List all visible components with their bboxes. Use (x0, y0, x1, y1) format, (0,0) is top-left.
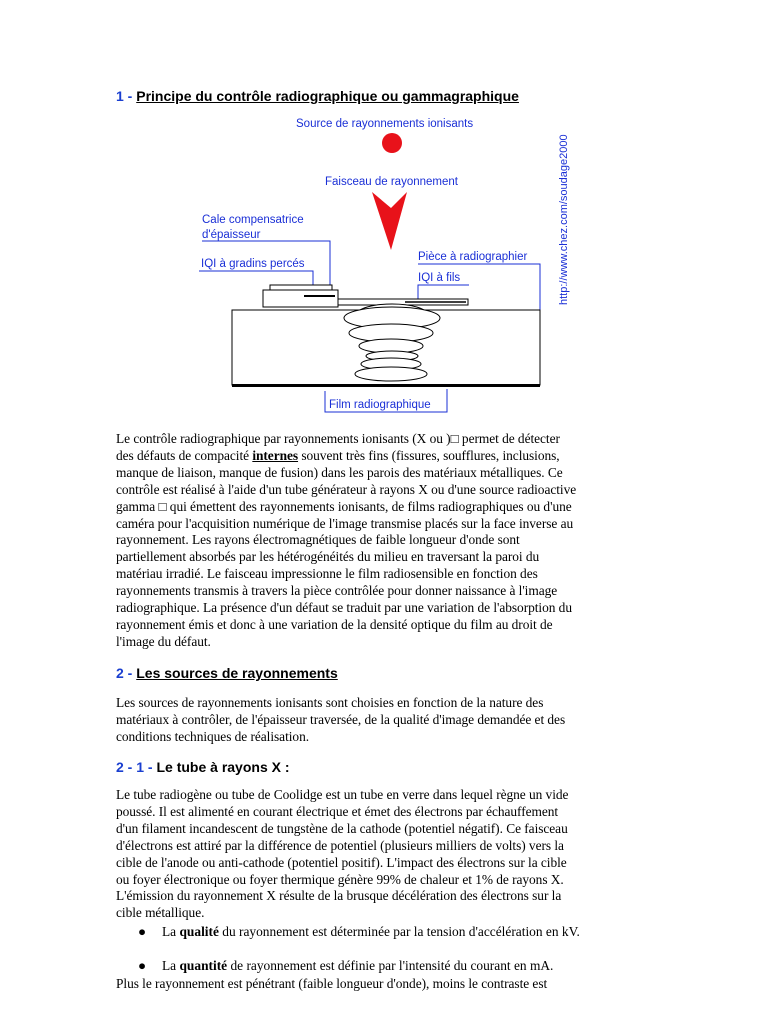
list-item-text: La quantité de rayonnement est définie par l'intensité du courant en mA. (162, 958, 554, 973)
text-line: matériau irradié. Le faisceau impressionne le film radiosensible en fonction des (116, 566, 538, 582)
iqi-fils-label: IQI à fils (418, 272, 461, 284)
text-line: gamma □ qui émettent des rayonnements ionisants, de films radiographiques ou d'une (116, 498, 572, 514)
radiography-diagram (0, 0, 768, 430)
text-line: Les sources de rayonnements ionisants sont choisies en fonction de la nature des (116, 695, 544, 710)
section-title: Les sources de rayonnements (136, 665, 338, 681)
text-line: conditions techniques de réalisation. (116, 728, 310, 744)
source-label: Source de rayonnements ionisants (296, 118, 474, 130)
text-line: Plus le rayonnement est pénétrant (faible longueur d'onde), moins le contraste est (116, 976, 548, 991)
list-item-text: La qualité du rayonnement est déterminée par la tension d'accélération en kV. (162, 924, 580, 939)
piece-label: Pièce à radiographier (418, 251, 528, 263)
text-line: radiographique. La présence d'un défaut se traduit par une variation de l'absorption du (116, 600, 572, 616)
paragraph-principle (116, 431, 656, 651)
cale-label-1: Cale compensatrice (202, 214, 304, 226)
cale-block (263, 290, 338, 307)
text-line: manque de liaison, manque de fusion) dans les parois des matériaux métalliques. Ce (116, 464, 563, 480)
text-line: rayonnement émis et donc à une variation de la densité optique du film au droit de (116, 616, 553, 632)
paragraph-contrast (116, 976, 656, 993)
text-line: poussé. Il est alimenté en courant électrique et émet des électrons par échauffement (116, 803, 559, 819)
text-line: rayonnements transmis à travers la pièce contrôlée pour donner naissance à l'image (116, 583, 558, 599)
text-line: contrôle est réalisé à l'aide d'un tube générateur à rayons X ou d'une source radioactive (116, 481, 577, 497)
iqi-gradins-shape (270, 285, 332, 290)
bullet-icon: ● (138, 958, 147, 973)
text-line: d'électrons est attiré par la différence de potentiel (plusieurs milliers de volts) vers la (116, 837, 564, 853)
text-line: d'un filament incandescent de tungstène de la cathode (potentiel négatif). Ce faisceau (116, 820, 568, 836)
film-label: Film radiographique (329, 399, 431, 411)
emphasis-internes: internes (252, 447, 299, 463)
section-title: Principe du contrôle radiographique ou gammagraphique (136, 88, 519, 104)
text-line: Le contrôle radiographique par rayonnements ionisants (X ou )□ permet de détecter (116, 431, 560, 446)
text-line: l'image du défaut. (116, 633, 211, 649)
watermark-url: http://www.chez.com/soudage2000 (558, 134, 570, 305)
text-line: rayonnement. Les rayons électromagnétiques de faible longueur d'onde sont (116, 532, 520, 548)
section-number: 2 - 1 - (116, 759, 153, 775)
text-line: ou foyer électronique ou foyer thermique génère 99% de chaleur et 1% de rayons X. (116, 871, 564, 887)
paragraph-xray-tube (116, 787, 656, 922)
text-line: partiellement absorbés par les hétérogénéités du milieu en traversant la paroi du (116, 549, 540, 565)
text-line: caméra pour l'acquisition numérique de l'image transmise placés sur la face inverse au (116, 515, 574, 531)
text-line: Le tube radiogène ou tube de Coolidge est un tube en verre dans lequel règne un vide (116, 787, 569, 802)
text-line: matériaux à contrôler, de l'épaisseur traversée, de la qualité d'image demandée et des (116, 711, 566, 727)
radiation-source-icon (382, 133, 402, 153)
section-number: 2 - (116, 665, 133, 681)
section-title: Le tube à rayons X : (156, 759, 290, 775)
section-2-1-heading (116, 759, 290, 775)
section-number: 1 - (116, 88, 133, 104)
text-line: cible de l'anode ou anti-cathode (potentiel positif). L'impact des électrons sur la cible (116, 854, 567, 870)
text-line: L'émission du rayonnement X résulte de la brusque décélération des électrons sur la (116, 888, 562, 904)
paragraph-sources (116, 695, 656, 746)
film-strip (232, 384, 540, 387)
beam-arrow-icon (372, 192, 407, 250)
iqi-gradins-label: IQI à gradins percés (201, 258, 305, 270)
bullet-icon: ● (138, 924, 147, 939)
iqi-fils-leader-line (418, 285, 469, 299)
section-2-heading (116, 665, 338, 681)
cale-label-2: d'épaisseur (202, 229, 261, 241)
text-line: des défauts de compacité internes souvent très fins (fissures, soufflures, inclusions, (116, 447, 560, 463)
text-line: cible métallique. (116, 905, 205, 921)
beam-label: Faisceau de rayonnement (325, 176, 458, 188)
